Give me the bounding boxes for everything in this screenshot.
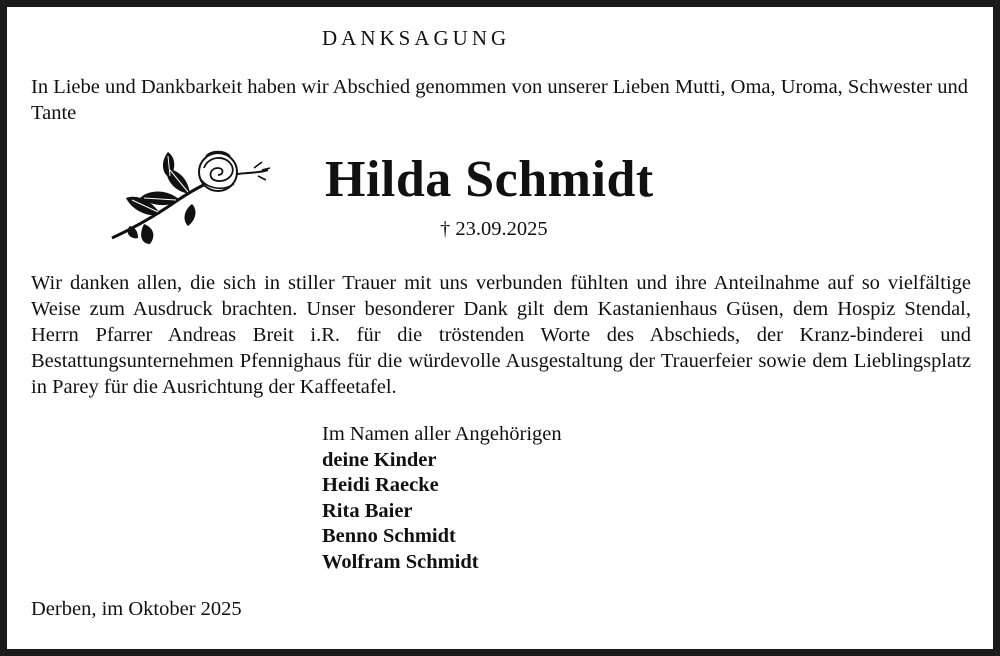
signatory: Heidi Raecke xyxy=(322,474,439,496)
signatory: Rita Baier xyxy=(322,499,413,522)
notice-heading: DANKSAGUNG xyxy=(322,26,511,50)
signatory-list xyxy=(322,448,562,576)
signatory: deine Kinder xyxy=(322,448,437,471)
place-date: Derben, im Oktober 2025 xyxy=(31,598,242,620)
signatory: Benno Schmidt xyxy=(322,525,456,547)
signatory: Wolfram Schmidt xyxy=(322,550,479,573)
deceased-name: Hilda Schmidt xyxy=(325,151,654,208)
thanks-text: Wir danken allen, die sich in stiller Trauer mit uns verbunden fühlten und ihre Anteilnahme auf so vielfältige Weise zum Ausdruck brachten. Unser besonderer Dank gilt dem Kastanienhaus Güsen, dem Hospiz Stendal, Herrn Pfarrer Andreas Breit i.R. für die tröstenden Worte des Abschieds, der Kranz-binderei und Bestattungsunternehmen Pfennighaus für die würdevolle Ausgestaltung der Trauerfeier sowie dem Lieblingsplatz in Parey für die Ausrichtung der Kaffeetafel. xyxy=(31,272,971,398)
death-date: † 23.09.2025 xyxy=(440,218,548,240)
rose-icon xyxy=(108,148,274,244)
signature-block xyxy=(322,422,562,575)
on-behalf-line: Im Namen aller Angehörigen xyxy=(322,423,562,445)
intro-text: In Liebe und Dankbarkeit haben wir Abschied genommen von unserer Lieben Mutti, Oma, Uroma, Schwester und Tante xyxy=(31,76,969,124)
